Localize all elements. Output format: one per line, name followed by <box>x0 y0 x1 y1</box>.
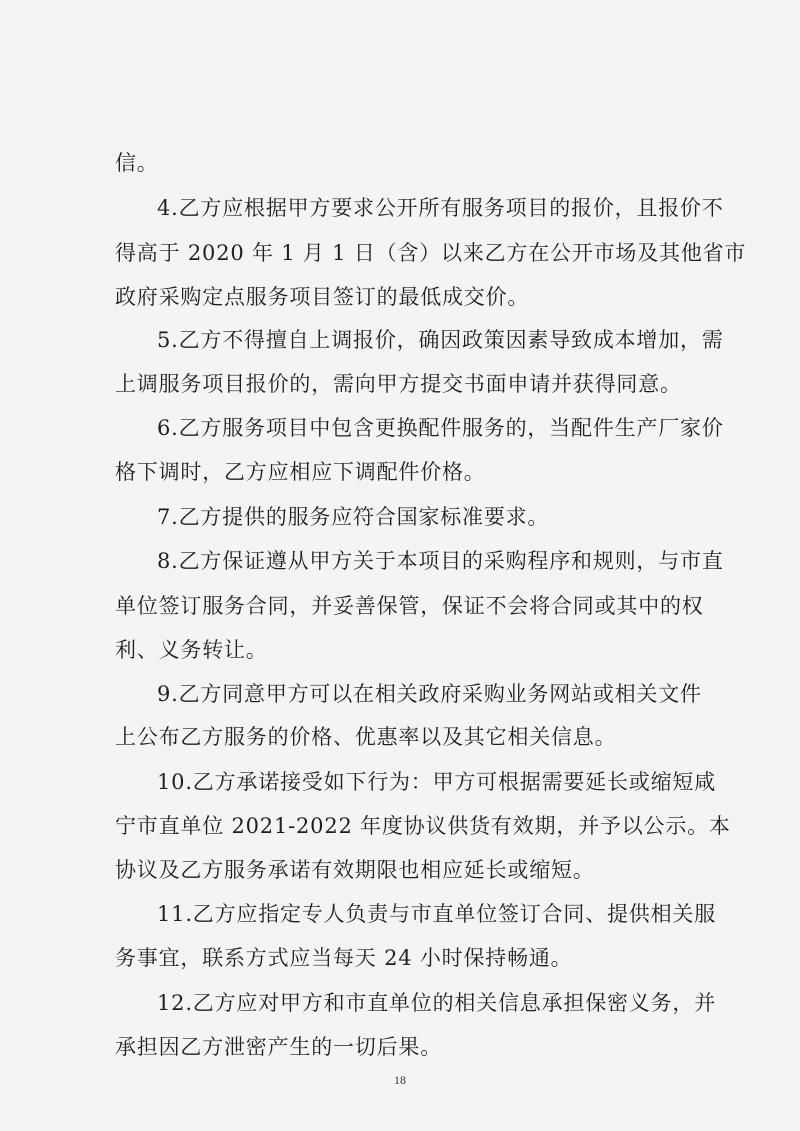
clause-8-line-2: 单位签订服务合同，并妥善保管，保证不会将合同或其中的权 <box>115 594 704 618</box>
clause-10-line-1: 10.乙方承诺接受如下行为：甲方可根据需要延长或缩短咸 <box>157 770 716 794</box>
clause-8-line-1: 8.乙方保证遵从甲方关于本项目的采购程序和规则，与市直 <box>157 549 724 573</box>
clause-12-line-1: 12.乙方应对甲方和市直单位的相关信息承担保密义务，并 <box>157 991 716 1015</box>
clause-10-line-2: 宁市直单位 2021-2022 年度协议供货有效期，并予以公示。本 <box>115 814 731 838</box>
clause-9-line-1: 9.乙方同意甲方可以在相关政府采购业务网站或相关文件 <box>157 682 702 706</box>
clause-8-line-3: 利、义务转让。 <box>115 638 268 662</box>
clause-7-line-1: 7.乙方提供的服务应符合国家标准要求。 <box>157 505 550 529</box>
clause-6-line-1: 6.乙方服务项目中包含更换配件服务的，当配件生产厂家价 <box>157 416 724 440</box>
clause-5-line-2: 上调服务项目报价的，需向甲方提交书面申请并获得同意。 <box>115 372 682 396</box>
clause-9-line-2: 上公布乙方服务的价格、优惠率以及其它相关信息。 <box>115 725 617 749</box>
clause-12-line-2: 承担因乙方泄密产生的一切后果。 <box>115 1035 442 1059</box>
page-number: 18 <box>394 1073 406 1087</box>
clause-6-line-2: 格下调时，乙方应相应下调配件价格。 <box>115 460 486 484</box>
clause-11-line-1: 11.乙方应指定专人负责与市直单位签订合同、提供相关服 <box>157 902 716 926</box>
clause-4-line-3: 政府采购定点服务项目签订的最低成交价。 <box>115 285 530 309</box>
clause-10-line-3: 协议及乙方服务承诺有效期限也相应延长或缩短。 <box>115 858 595 882</box>
text-line: 信。 <box>115 151 159 175</box>
clause-4-line-2: 得高于 2020 年 1 月 1 日（含）以来乙方在公开市场及其他省市 <box>115 241 747 265</box>
clause-5-line-1: 5.乙方不得擅自上调报价，确因政策因素导致成本增加，需 <box>157 328 724 352</box>
clause-4-line-1: 4.乙方应根据甲方要求公开所有服务项目的报价，且报价不 <box>157 196 724 220</box>
clause-11-line-2: 务事宜，联系方式应当每天 24 小时保持畅通。 <box>115 946 573 970</box>
